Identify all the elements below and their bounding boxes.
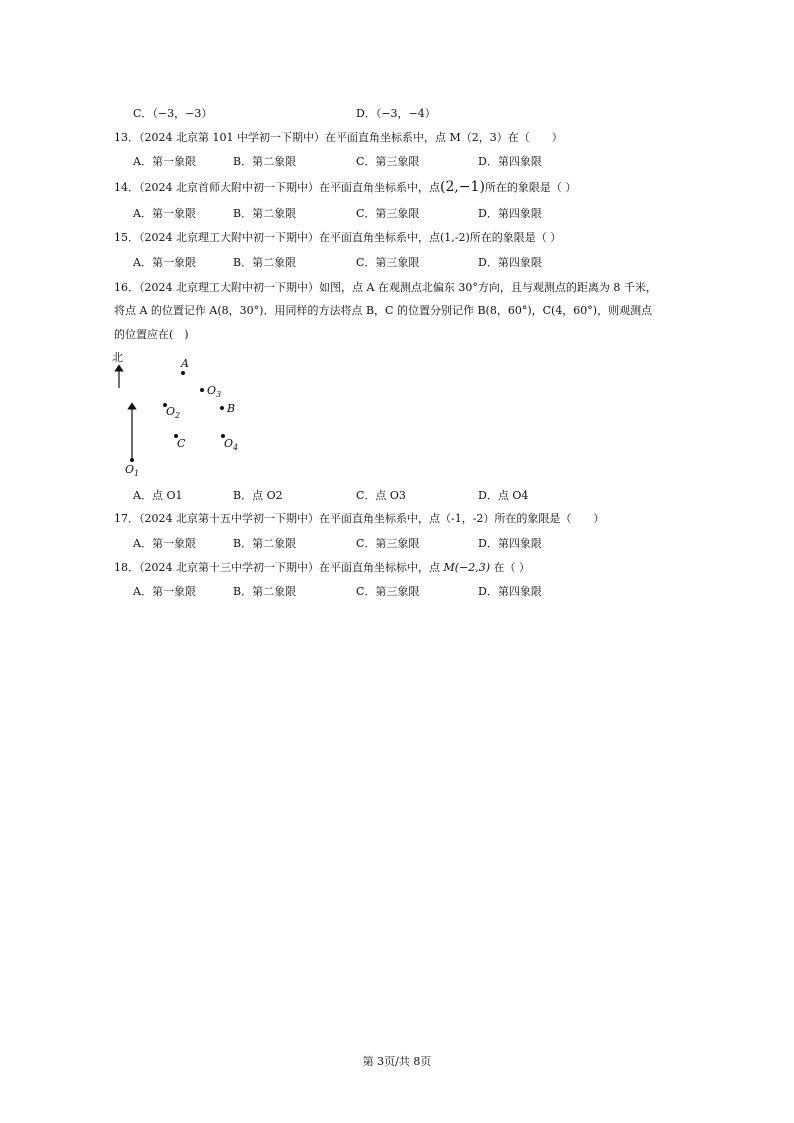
q13-option-d: D．第四象限 — [478, 155, 542, 168]
point-o3-label: $O_3$ — [207, 384, 222, 400]
q12-option-d: D．（−3，−4） — [356, 107, 436, 120]
q17-option-a: A．第一象限 — [133, 537, 196, 550]
q16-diagram — [108, 350, 258, 480]
q18-option-b: B．第二象限 — [233, 585, 297, 598]
point-b-label: B — [227, 402, 236, 415]
point-c-label: C — [177, 437, 186, 450]
q17-option-d: D．第四象限 — [478, 537, 542, 550]
q18-point: M(−2,3) — [443, 561, 491, 574]
q15-option-a: A．第一象限 — [133, 256, 196, 269]
q18-stem-pre: 18．（2024 北京第十三中学初一下期中）在平面直角坐标标中，点 — [114, 561, 444, 574]
q14-stem — [114, 179, 576, 196]
q16-option-b: B．点 O2 — [233, 489, 283, 502]
q18-option-d: D．第四象限 — [478, 585, 542, 598]
q18-option-a: A．第一象限 — [133, 585, 196, 598]
q18-stem — [114, 560, 530, 576]
q14-option-a: A．第一象限 — [133, 207, 196, 220]
point-o1-dot — [130, 458, 134, 462]
q13-option-b: B．第二象限 — [233, 155, 297, 168]
q15-stem: 15．（2024 北京理工大附中初一下期中）在平面直角坐标系中，点(1,-2)所在的象限是（ ） — [114, 231, 562, 244]
point-o1-label: $O_1$ — [125, 463, 140, 479]
page-footer: 第 3页/共 8页 — [362, 1055, 432, 1068]
q16-stem-line1: 16．（2024 北京理工大附中初一下期中）如图，点 A 在观测点北偏东 30°方向，且与观测点的距离为 8 千米， — [114, 281, 657, 294]
q18-option-c: C．第三象限 — [356, 585, 420, 598]
q14-stem-pre: 14．（2024 北京首师大附中初一下期中）在平面直角坐标系中，点 — [114, 181, 440, 194]
q17-option-c: C．第三象限 — [356, 537, 420, 550]
q14-option-c: C．第三象限 — [356, 207, 420, 220]
q16-option-c: C．点 O3 — [356, 489, 406, 502]
point-a-label: A — [181, 357, 189, 370]
q17-stem: 17．（2024 北京第十五中学初一下期中）在平面直角坐标系中，点（-1，-2）所在的象限是（ ） — [114, 512, 605, 525]
q16-stem-line2: 将点 A 的位置记作 A(8，30°)．用同样的方法将点 B，C 的位置分别记作 B(8，60°)，C(4，60°)，则观测点 — [114, 304, 653, 317]
point-b-dot — [220, 406, 224, 410]
q14-option-b: B．第二象限 — [233, 207, 297, 220]
q16-option-d: D．点 O4 — [478, 489, 529, 502]
point-a-dot — [181, 371, 185, 375]
q13-stem: 13．（2024 北京第 101 中学初一下期中）在平面直角坐标系中，点 M（2，3）在（ ） — [114, 131, 563, 144]
q16-option-a: A．点 O1 — [133, 489, 183, 502]
north-label: 北 — [112, 351, 123, 364]
q16-stem-line3: 的位置应在( ) — [114, 328, 189, 341]
q14-option-d: D．第四象限 — [478, 207, 542, 220]
q14-stem-post: 所在的象限是（ ） — [484, 181, 577, 194]
q12-option-c: C．（−3，−3） — [133, 107, 213, 120]
point-o4-label: $O_4$ — [224, 437, 239, 453]
q13-option-a: A．第一象限 — [133, 155, 196, 168]
q15-option-c: C．第三象限 — [356, 256, 420, 269]
q18-stem-post: 在（ ） — [490, 561, 531, 574]
q15-option-b: B．第二象限 — [233, 256, 297, 269]
point-o2-label: $O_2$ — [166, 405, 181, 421]
q15-option-d: D．第四象限 — [478, 256, 542, 269]
point-o3-dot — [200, 388, 204, 392]
q14-point: (2,−1) — [440, 179, 485, 195]
q17-option-b: B．第二象限 — [233, 537, 297, 550]
q13-option-c: C．第三象限 — [356, 155, 420, 168]
